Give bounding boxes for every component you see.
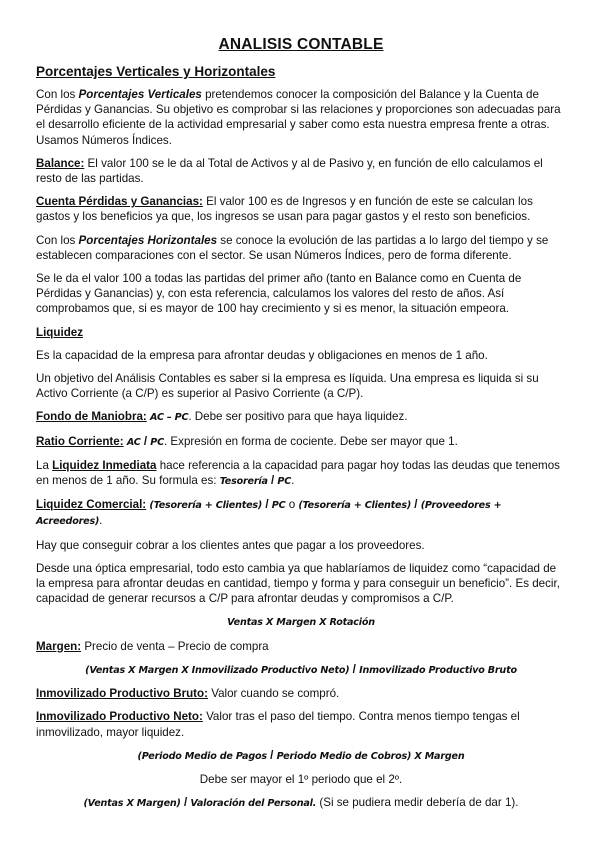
formula-slash: / [411, 498, 421, 512]
label-margen: Margen: [36, 639, 82, 653]
label-balance: Balance: [36, 156, 85, 170]
formula-fondo-maniobra: AC – PC [150, 412, 189, 424]
section-subtitle: Porcentajes Verticales y Horizontales [36, 64, 276, 79]
text: pretendemos conocer la composición del Balance y la Cuenta de Pérdidas y Ganancias. Su objetivo es comprobar si las relaciones y proporciones son adecuadas para el desarrollo eficiente de la actividad empresarial y saber como esta nuestra empresa frente a otras. Usamos Números Índices. [36, 88, 561, 147]
paragraph-liquidez-inmediata [36, 458, 566, 489]
formula-part: (Proveedores + Acreedores) [36, 500, 502, 528]
formula-part: PC [277, 476, 292, 488]
formula-periodo-medio [36, 748, 566, 764]
paragraph-objetivo: Un objetivo del Análisis Contables es saber si la empresa es líquida. Una empresa es liquida si su Activo Corriente (a C/P) es superior al Pasivo Corriente (a C/P). [36, 372, 539, 401]
formula-part: Inmovilizado Productivo Bruto [359, 664, 517, 676]
document-page [36, 36, 566, 819]
term-porcentajes-verticales: Porcentajes Verticales [78, 88, 202, 101]
paragraph-cuenta-pyg [36, 194, 566, 224]
formula-part: PC [271, 500, 286, 512]
label-cuenta-pyg: Cuenta Pérdidas y Ganancias: [36, 195, 203, 209]
label-ratio-corriente: Ratio Corriente: [36, 434, 124, 448]
formula-slash: / [267, 474, 278, 488]
text: hace referencia a la capacidad para pagar hoy todas las deudas que tenemos en menos de 1 año. Su formula es: [36, 458, 560, 488]
paragraph-margen [36, 639, 566, 654]
document-title: ANALISIS CONTABLE [218, 36, 384, 53]
term-porcentajes-horizontales: Porcentajes Horizontales [78, 233, 218, 247]
text: El valor 100 es de Ingresos y en función de este se calculan los gastos y los beneficios ya que, los ingresos se usan para pagar gastos y el resto son beneficios. [36, 195, 533, 224]
paragraph-valor-100: Se le da el valor 100 a todas las partidas del primer año (tanto en Balance como en Cuenta de Pérdidas y Ganancias) y, con esta referencia, calculamos los valores del resto de años. Así comprobamos que, si es mayor de 100 hay crecimiento y si es menor, la situación empeora. [36, 272, 522, 316]
paragraph-balance [36, 156, 566, 186]
formula-part: (Tesorería + Clientes) [149, 500, 263, 512]
text: (Si se pudiera medir debería de dar 1). [316, 796, 519, 810]
formula-ventas-margen-rotacion [36, 614, 566, 630]
text: Precio de venta – Precio de compra [81, 639, 269, 653]
paragraph-optica-empresarial: Desde una óptica empresarial, todo esto cambia ya que hablaríamos de liquidez como “capacidad de la empresa para afrontar deudas en cantidad, tiempo y forma y para conseguir un beneficio”. Es decir, capacidad de generar recursos a C/P para afrontar deudas y compromisos a C/P. [36, 561, 560, 606]
formula-part: (Ventas X Margen) [83, 798, 181, 810]
text: . [99, 514, 103, 528]
paragraph-liquidez-def: Es la capacidad de la empresa para afrontar deudas y obligaciones en menos de 1 año. [36, 348, 488, 362]
text: El valor 100 se le da al Total de Activos y al de Pasivo y, en función de ello calculamos el resto de las partidas. [36, 156, 543, 186]
paragraph-periodo-mayor: Debe ser mayor el 1º periodo que el 2º. [199, 772, 403, 786]
paragraph-porcentajes-verticales [36, 87, 566, 148]
paragraph-ratio-corriente [36, 434, 566, 450]
text: o [285, 498, 299, 512]
text: Con los [36, 233, 79, 247]
label-fondo-maniobra: Fondo de Maniobra: [36, 410, 147, 424]
label-liquidez-inmediata: Liquidez Inmediata [52, 458, 157, 472]
formula-slash: / [349, 662, 360, 676]
text: se conoce la evolución de las partidas a lo largo del tiempo y se establecen comparaciones con el sector. Se usan Números Índices, pero de forma diferente. [36, 233, 549, 262]
formula-part: (Periodo Medio de Pagos [137, 750, 267, 762]
text: . Debe ser positivo para que haya liquidez. [188, 410, 408, 424]
heading-liquidez [36, 325, 566, 340]
formula-rotacion [36, 662, 566, 678]
formula-slash: / [140, 434, 151, 448]
label-inmovilizado-bruto: Inmovilizado Productivo Bruto: [36, 687, 208, 701]
formula-part: Ventas X Margen X Rotación [227, 617, 375, 629]
paragraph-inmovilizado-neto [36, 709, 566, 739]
formula-part: PC [150, 436, 164, 448]
paragraph-cobrar: Hay que conseguir cobrar a los clientes antes que pagar a los proveedores. [36, 538, 425, 552]
formula-slash: / [262, 498, 272, 512]
formula-valoracion-personal [36, 795, 566, 811]
text: Valor cuando se compró. [207, 687, 340, 701]
formula-part: (Ventas X Margen X Inmovilizado Productivo Neto) [85, 664, 350, 676]
label-inmovilizado-neto: Inmovilizado Productivo Neto: [36, 710, 203, 724]
text: La [36, 458, 53, 472]
formula-part: (Tesorería + Clientes) [298, 500, 412, 512]
formula-part: Valoración del Personal. [190, 798, 317, 810]
paragraph-liquidez-comercial [36, 497, 566, 529]
formula-part: Periodo Medio de Cobros) X Margen [276, 750, 465, 762]
text: Con los [36, 88, 79, 101]
text: Valor tras el paso del tiempo. Contra menos tiempo tengas el inmovilizado, mayor liquidez. [36, 710, 520, 739]
label-liquidez: Liquidez [36, 325, 84, 339]
text: . [291, 474, 295, 488]
label-liquidez-comercial: Liquidez Comercial: [36, 498, 147, 512]
paragraph-porcentajes-horizontales [36, 233, 566, 263]
formula-slash: / [180, 796, 191, 810]
text: . Expresión en forma de cociente. Debe ser mayor que 1. [163, 434, 458, 448]
paragraph-inmovilizado-bruto [36, 686, 566, 701]
formula-part: AC [126, 436, 141, 448]
formula-part: Tesorería [219, 476, 268, 488]
paragraph-fondo-maniobra [36, 409, 566, 425]
formula-slash: / [266, 748, 277, 762]
